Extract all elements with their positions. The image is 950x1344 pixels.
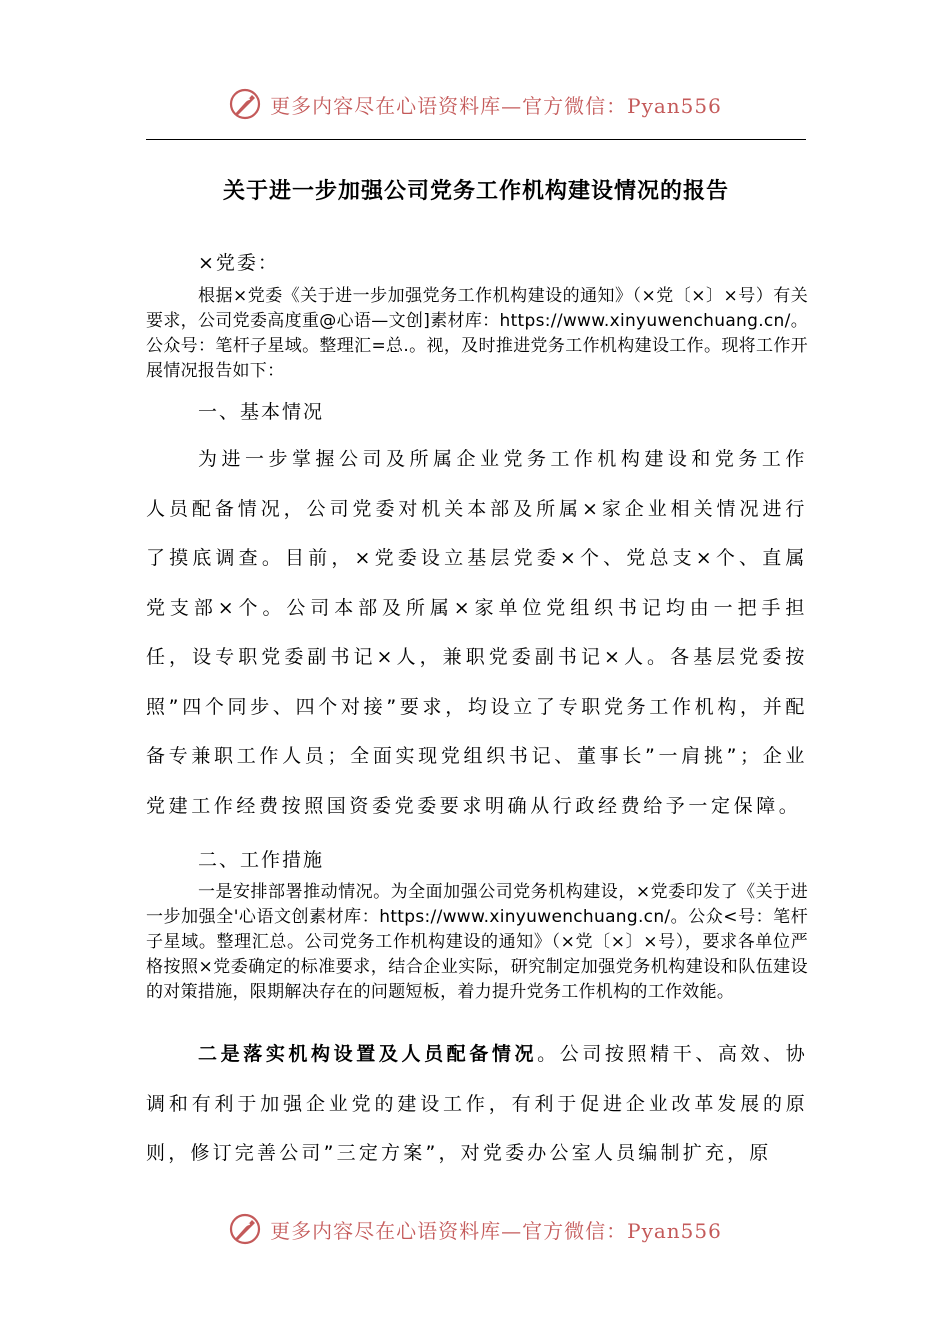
measure-2-body: 。公司按照精干、高效、协调和有利于加强企业党的建设工作，有利于促进企业改革发展的原则，修订完善公司”三定方案”，对党委办公室人员编制扩充，原 xyxy=(146,1043,808,1164)
footer-watermark-banner xyxy=(0,1209,950,1249)
section-1-heading: 一、基本情况 xyxy=(198,401,325,423)
page-title: 关于进一步加强公司党务工作机构建设情况的报告 xyxy=(222,178,729,204)
header-watermark-banner xyxy=(0,84,950,124)
quill-seal-icon xyxy=(228,1212,262,1246)
header-divider xyxy=(146,139,806,140)
section-1-body: 为进一步掌握公司及所属企业党务工作机构建设和党务工作人员配备情况，公司党委对机关本部及所属×家企业相关情况进行了摸底调查。目前，×党委设立基层党委×个、党总支×个、直属党支部×个。公司本部及所属×家单位党组织书记均由一把手担任，设专职党委副书记×人，兼职党委副书记×人。各基层党委按照”四个同步、四个对接”要求，均设立了专职党务工作机构，并配备专兼职工作人员；全面实现党组织书记、董事长”一肩挑”；企业党建工作经费按照国资委党委要求明确从行政经费给予一定保障。 xyxy=(146,448,808,817)
watermark-text: 更多内容尽在心语资料库—官方微信：Pyan556 xyxy=(270,93,722,118)
watermark-text: 更多内容尽在心语资料库—官方微信：Pyan556 xyxy=(270,1218,722,1243)
measure-2-lead: 二是落实机构设置及人员配备情况 xyxy=(198,1043,538,1065)
intro-paragraph: 根据×党委《关于进一步加强党务工作机构建设的通知》（×党〔×〕×号）有关要求，公司党委高度重@心语—文创]素材库：https://www.xinyuwenchuang.cn/。公众号：笔杆子星域。整理汇=总.。视，及时推进党务工作机构建设工作。现将工作开展情况报告如下： xyxy=(146,286,808,381)
measure-2-paragraph xyxy=(146,1030,808,1179)
measure-1-paragraph: 一是安排部署推动情况。为全面加强公司党务机构建设，×党委印发了《关于进一步加强全'心语文创素材库：https://www.xinyuwenchuang.cn/。公众<号：笔杆子星域。整理汇总。公司党务工作机构建设的通知》（×党〔×〕×号），要求各单位严格按照×党委确定的标准要求，结合企业实际，研究制定加强党务机构建设和队伍建设的对策措施，限期解决存在的问题短板，着力提升党务工作机构的工作效能。 xyxy=(146,882,808,1002)
section-2-heading: 二、工作措施 xyxy=(198,849,325,871)
quill-seal-icon xyxy=(228,87,262,121)
salutation: ×党委： xyxy=(198,252,279,274)
